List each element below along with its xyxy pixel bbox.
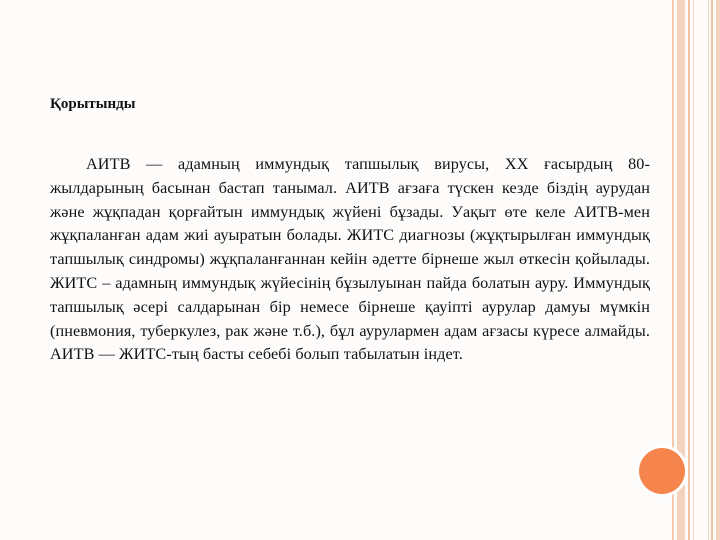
border-stripe — [688, 0, 690, 540]
slide-heading: Қорытынды — [50, 96, 136, 112]
decorative-circle — [639, 448, 685, 494]
slide-paragraph: АИТВ — адамның иммундық тапшылық вирусы, XX ғасырдың 80-жылдарының басынан бастап танымал. АИТВ ағзаға түскен кезде біздің аурудан және жұқпадан қорғайтын иммундық жүйені бұзады. Уақыт өте келе АИТВ-мен жұқпаланған адам жиі ауыратын болады. ЖИТС диагнозы (жұқтырылған иммундық тапшылық синдромы) жұқпаланғаннан кейін әдетте бірнеше жыл өткесін қойылады. ЖИТС – адамның иммундық жүйесінің бұзылуынан пайда болатын ауру. Иммундық тапшылық әсері салдарынан бір немесе бірнеше қауіпті аурулар дамуы мүмкін (пневмония, туберкулез, рак және т.б.), бұл аурулармен адам ағзасы күресе алмайды. АИТВ — ЖИТС-тың басты себебі болып табылатын індет. — [50, 155, 650, 364]
border-stripe — [711, 0, 713, 540]
border-stripe — [716, 0, 720, 540]
border-stripe — [708, 0, 709, 540]
border-stripe — [693, 0, 694, 540]
